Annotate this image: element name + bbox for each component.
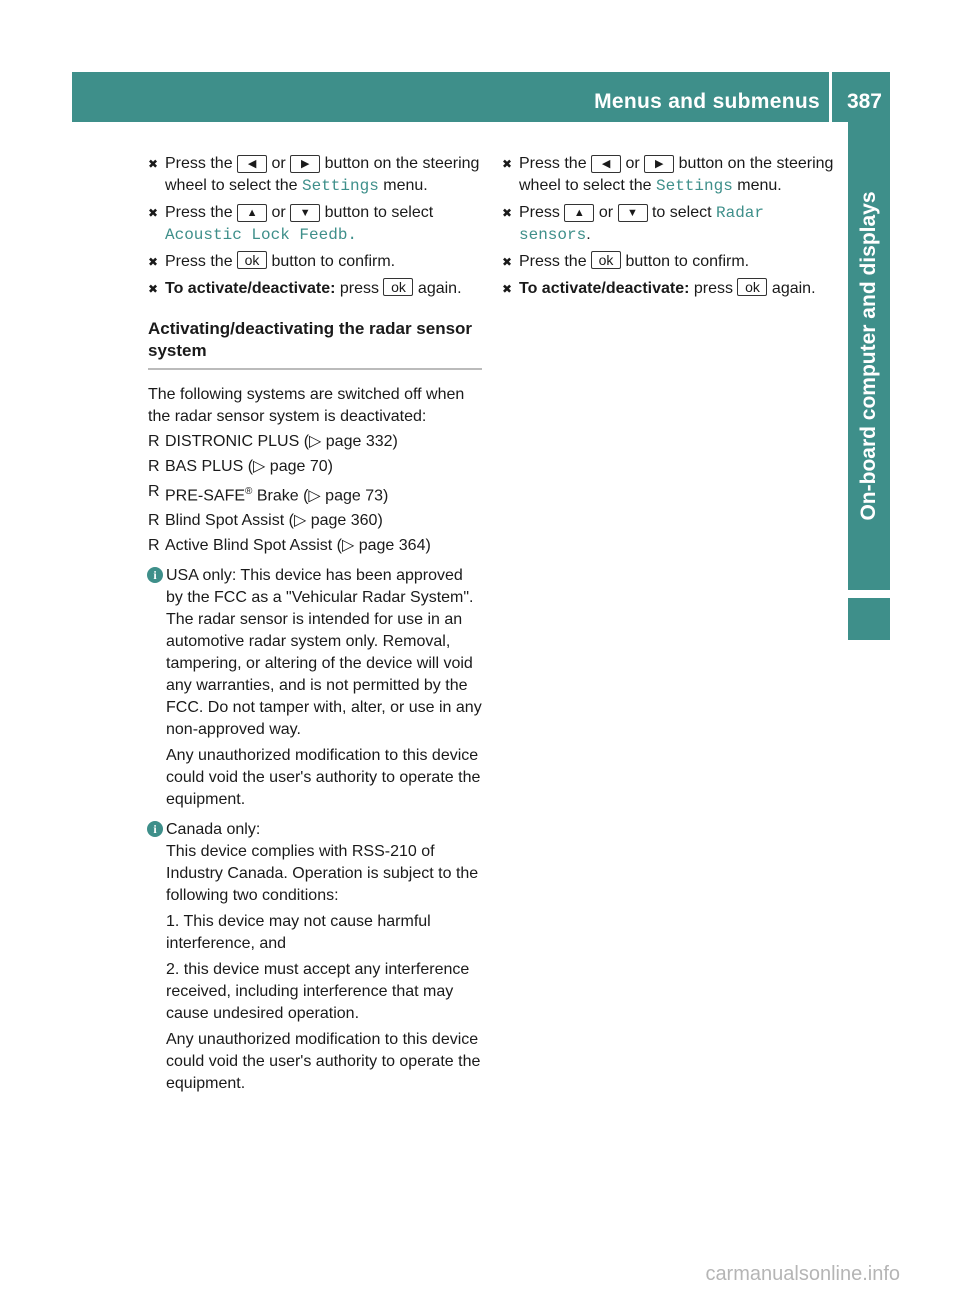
info-text: Any unauthorized modification to this device could void the user's authority to operate the equipment.: [166, 1031, 481, 1093]
bullet-icon: R: [148, 458, 160, 475]
info-text: 1. This device may not cause harmful interference, and: [166, 913, 431, 953]
down-arrow-key-icon: ▼: [618, 204, 648, 222]
down-arrow-key-icon: ▼: [290, 204, 320, 222]
step-arrow-icon: ✖: [502, 255, 513, 269]
info-text: Canada only:: [166, 821, 261, 839]
list-item: R Active Blind Spot Assist (▷ page 364): [148, 535, 482, 557]
right-column: [502, 153, 836, 305]
right-arrow-key-icon: ▶: [290, 155, 320, 173]
step-confirm: ✖ Press the ok button to confirm.: [148, 251, 482, 273]
step-arrow-icon: ✖: [502, 282, 513, 296]
ok-key-icon: ok: [383, 278, 413, 296]
ok-key-icon: ok: [591, 251, 621, 269]
up-arrow-key-icon: ▲: [564, 204, 594, 222]
step-arrow-icon: ✖: [148, 282, 159, 296]
page-ref-arrow-icon: ▷: [309, 433, 322, 450]
step-select-settings: ✖ Press the ◀ or ▶ button on the steering wheel to select the Settings menu.: [502, 155, 834, 195]
chapter-tab: [848, 122, 890, 590]
menu-item-name: Acoustic Lock Feedb.: [165, 226, 358, 244]
step-activate: ✖ To activate/deactivate: press ok again.: [502, 278, 836, 300]
list-item: R DISTRONIC PLUS (▷ page 332): [148, 431, 482, 453]
up-arrow-key-icon: ▲: [237, 204, 267, 222]
info-text: 2. this device must accept any interference received, including interference that may cause undesired operation.: [166, 961, 470, 1023]
step-arrow-icon: ✖: [148, 157, 159, 171]
page-ref-arrow-icon: ▷: [341, 537, 355, 555]
section-heading: Activating/deactivating the radar sensor system: [148, 318, 482, 370]
watermark: carmanualsonline.info: [705, 1263, 900, 1285]
step-select-settings: ✖ Press the ◀ or ▶ button on the steering wheel to select the Settings menu.: [148, 155, 480, 195]
menu-item-name: Radar sensors: [519, 204, 765, 244]
page-header: [72, 72, 890, 122]
list-item: R Blind Spot Assist (▷ page 360): [148, 510, 482, 532]
step-arrow-icon: ✖: [502, 157, 513, 171]
bullet-icon: R: [148, 483, 160, 500]
step-select-item: ✖ Press the ▲ or ▼ button to select Acoustic Lock Feedb.: [148, 204, 434, 244]
chapter-title: On-board computer and displays: [857, 191, 880, 521]
info-text: USA only: This device has been approved by the FCC as a "Vehicular Radar System". The radar sensor is intended for use in an automotive radar system only. Removal, tampering, or altering of the device will void any warranties, and is not permitted by the FCC. Do not tamper with, alter, or use in any non-approved way.: [166, 567, 482, 739]
menu-name: Settings: [301, 177, 379, 195]
section-title: Menus and submenus: [594, 90, 820, 113]
bullet-icon: R: [148, 433, 160, 450]
info-icon: i: [147, 567, 163, 583]
info-icon: i: [147, 821, 163, 837]
page-ref-arrow-icon: ▷: [253, 458, 266, 475]
info-note-usa: [148, 565, 482, 811]
step-arrow-icon: ✖: [148, 206, 159, 220]
intro-paragraph: The following systems are switched off when the radar sensor system is deactivated:: [148, 386, 465, 425]
ok-key-icon: ok: [237, 251, 267, 269]
ok-key-icon: ok: [737, 278, 767, 296]
chapter-marker: [848, 598, 890, 640]
bullet-icon: R: [148, 537, 160, 555]
page-ref-arrow-icon: ▷: [308, 487, 321, 505]
bullet-icon: R: [148, 512, 160, 530]
registered-mark: ®: [245, 486, 253, 497]
list-item: R PRE-SAFE® Brake (▷ page 73): [148, 483, 389, 505]
list-item: R BAS PLUS (▷ page 70): [148, 456, 482, 478]
step-arrow-icon: ✖: [148, 255, 159, 269]
info-note-canada: [148, 819, 482, 1095]
left-arrow-key-icon: ◀: [237, 155, 267, 173]
step-confirm: ✖ Press the ok button to confirm.: [502, 251, 836, 273]
left-arrow-key-icon: ◀: [591, 155, 621, 173]
info-text: Any unauthorized modification to this device could void the user's authority to operate the equipment.: [166, 747, 481, 809]
right-arrow-key-icon: ▶: [644, 155, 674, 173]
menu-name: Settings: [655, 177, 733, 195]
step-activate: ✖ To activate/deactivate: press ok again.: [148, 278, 482, 300]
step-select-item: ✖ Press ▲ or ▼ to select Radar sensors.: [502, 204, 765, 244]
page-number: 387: [846, 90, 882, 113]
left-column: [148, 153, 482, 1099]
info-text: This device complies with RSS-210 of Industry Canada. Operation is subject to the following two conditions:: [166, 843, 479, 905]
step-arrow-icon: ✖: [502, 206, 513, 220]
page-ref-arrow-icon: ▷: [293, 512, 307, 530]
header-divider: [829, 72, 832, 122]
